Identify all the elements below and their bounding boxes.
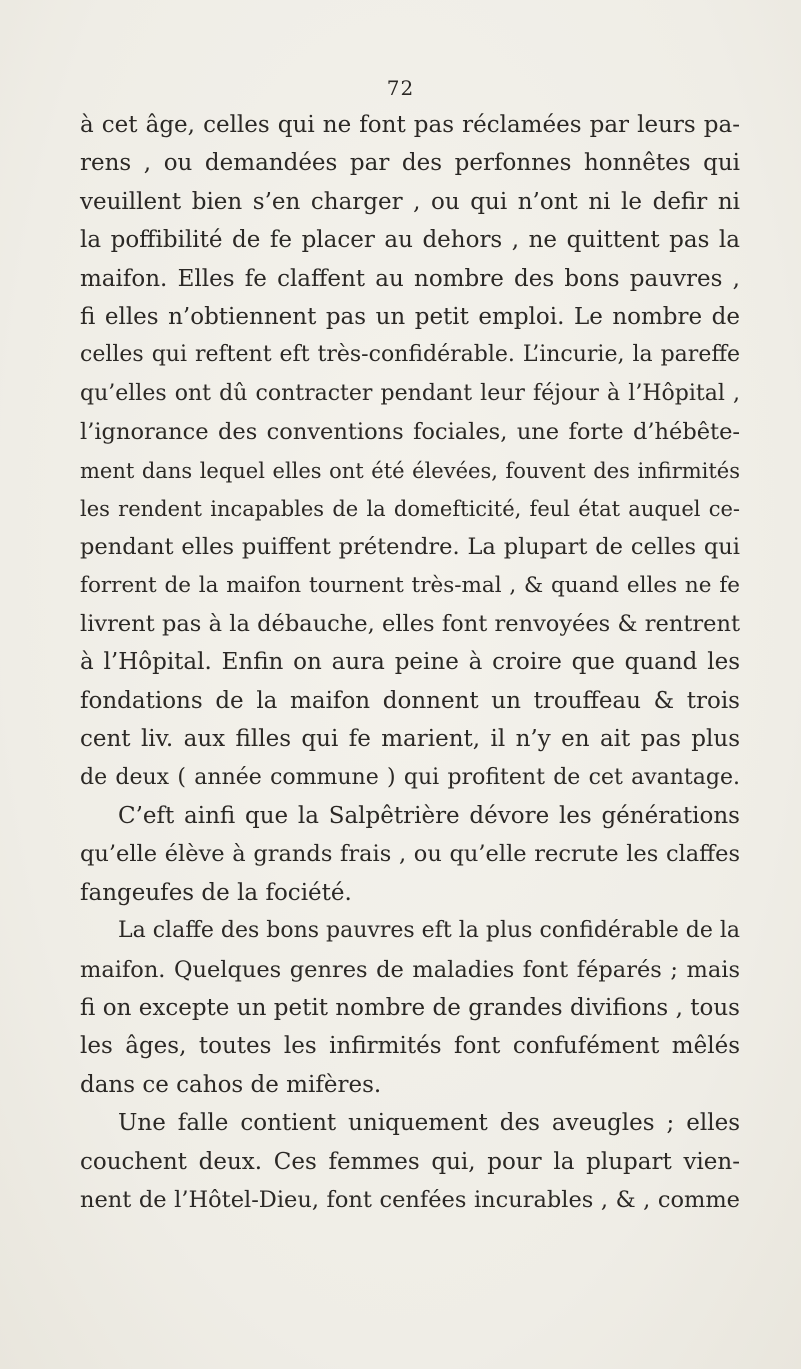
text-line: pendant elles puiffent prétendre. La plupart de celles qui [80,534,740,561]
text-line: à cet âge, celles qui ne font pas réclamées par leurs pa- [80,112,740,138]
text-line: couchent deux. Ces femmes qui, pour la plupart vien- [80,1148,740,1175]
text-line: livrent pas à la débauche, elles font renvoyées & rentrent [80,611,740,638]
text-line: nent de l’Hôtel-Dieu, font cenfées incurables , & , comme [80,1186,740,1213]
text-line: maifon. Quelques genres de maladies font féparés ; mais [80,956,740,983]
text-line: fondations de la maifon donnent un trouffeau & trois [80,687,740,714]
text-line: celles qui reftent eft très-confidérable. L’incurie, la pareffe [80,342,740,368]
text-line: maifon. Elles fe claffent au nombre des bons pauvres , [80,265,740,292]
text-line: la poffibilité de fe placer au dehors , ne quittent pas la [80,227,740,254]
text-line: La claffe des bons pauvres eft la plus confidérable de la [118,918,740,944]
text-line: Une falle contient uniquement des aveugles ; elles [118,1110,740,1137]
text-line: à l’Hôpital. Enfin on aura peine à croire que quand les [80,649,740,676]
page-number: 72 [386,76,415,100]
body-text [80,106,740,1219]
text-line: fi elles n’obtiennent pas un petit emploi. Le nombre de [80,303,740,330]
text-line: cent liv. aux filles qui fe marient, il n’y en ait pas plus [80,726,740,753]
text-line: fangeufes de la fociété. [80,879,352,906]
text-line: dans ce cahos de mifères. [80,1071,382,1098]
text-line: l’ignorance des conventions fociales, une forte d’hébête- [80,419,740,446]
text-line: C’eft ainfi que la Salpêtrière dévore les générations [118,803,740,830]
text-line: qu’elle élève à grands frais , ou qu’elle recrute les claffes [80,841,740,868]
text-line: les rendent incapables de la domefticité, feul état auquel ce- [80,496,740,521]
text-line: ment dans lequel elles ont été élevées, fouvent des infirmités [80,458,740,483]
text-line: les âges, toutes les infirmités font confufément mêlés [80,1033,740,1060]
text-line: veuillent bien s’en charger , ou qui n’ont ni le defir ni [80,188,740,215]
text-line: rens , ou demandées par des perfonnes honnêtes qui [80,150,740,177]
text-line: fi on excepte un petit nombre de grandes divifions , tous [80,994,740,1021]
text-line: forrent de la maifon tournent très-mal , & quand elles ne fe [80,572,740,598]
text-line: de deux ( année commune ) qui profitent de cet avantage. [80,764,740,790]
text-line: qu’elles ont dû contracter pendant leur féjour à l’Hôpital , [80,380,740,406]
